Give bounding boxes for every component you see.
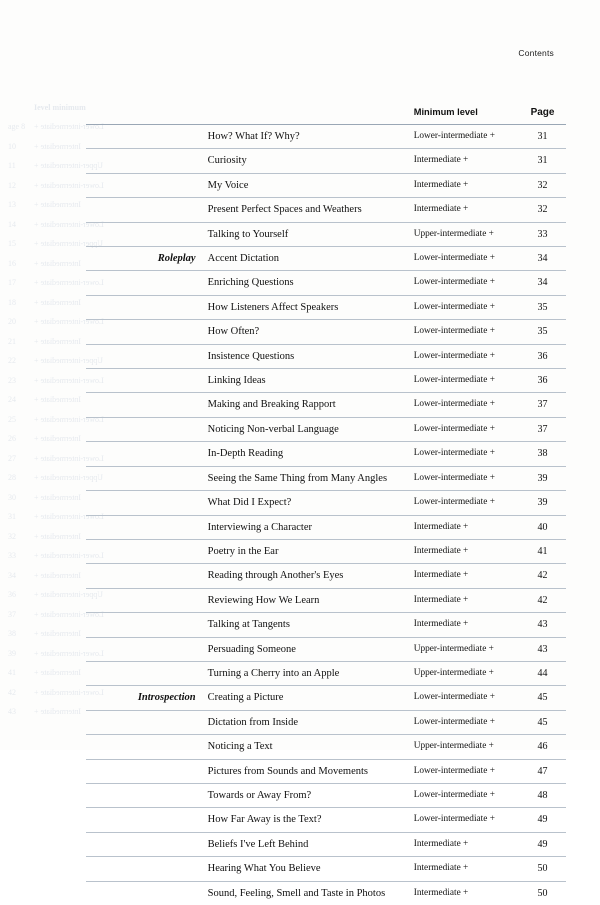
row-minimum-level: Lower-intermediate + — [411, 393, 519, 417]
row-activity-title: How? What If? Why? — [206, 125, 411, 149]
row-activity-title: Talking at Tangents — [206, 613, 411, 637]
table-row — [86, 539, 566, 563]
table-row — [86, 832, 566, 856]
showthrough-level-label: Lower-intermediate + — [34, 375, 104, 385]
row-section-label — [86, 393, 206, 417]
row-activity-title: How Often? — [206, 320, 411, 344]
row-activity-title: Enriching Questions — [206, 271, 411, 295]
showthrough-page-label: 11 — [8, 161, 16, 170]
row-section-label — [86, 881, 206, 905]
showthrough-page-label: 39 — [8, 648, 16, 658]
showthrough-level-label: Intermediate + — [34, 336, 81, 346]
row-section-label: Roleplay — [86, 247, 206, 271]
row-page-number: 35 — [519, 295, 566, 319]
row-page-number: 34 — [519, 271, 566, 295]
row-page-number: 33 — [519, 222, 566, 246]
table-row — [86, 247, 566, 271]
row-minimum-level: Upper-intermediate + — [411, 735, 519, 759]
row-section-label — [86, 125, 206, 149]
row-section-label — [86, 271, 206, 295]
row-section-label — [86, 588, 206, 612]
row-activity-title: Persuading Someone — [206, 637, 411, 661]
showthrough-page-label: 43 — [8, 707, 16, 716]
row-activity-title: Accent Dictation — [206, 247, 411, 271]
showthrough-level-label: Intermediate + — [34, 395, 81, 404]
row-page-number: 39 — [519, 466, 566, 490]
row-page-number: 31 — [519, 125, 566, 149]
row-section-label — [86, 564, 206, 588]
row-minimum-level: Lower-intermediate + — [411, 759, 519, 783]
column-header-title — [206, 104, 411, 125]
row-section-label — [86, 295, 206, 319]
row-page-number: 41 — [519, 539, 566, 563]
row-activity-title: Creating a Picture — [206, 686, 411, 710]
showthrough-level-label: Lower-intermediate + — [34, 414, 104, 424]
showthrough-level-label: Intermediate + — [34, 200, 81, 209]
showthrough-page-label: 10 — [8, 141, 16, 151]
row-minimum-level: Intermediate + — [411, 588, 519, 612]
row-activity-title: Noticing Non-verbal Language — [206, 417, 411, 441]
row-page-number: 45 — [519, 710, 566, 734]
row-minimum-level: Intermediate + — [411, 564, 519, 588]
row-minimum-level: Lower-intermediate + — [411, 491, 519, 515]
row-activity-title: Towards or Away From? — [206, 783, 411, 807]
table-row — [86, 393, 566, 417]
row-section-label — [86, 539, 206, 563]
showthrough-page-label: 33 — [8, 551, 16, 560]
row-minimum-level: Intermediate + — [411, 173, 519, 197]
table-row — [86, 466, 566, 490]
showthrough-page-label: 28 — [8, 473, 16, 482]
row-activity-title: Reading through Another's Eyes — [206, 564, 411, 588]
table-row — [86, 369, 566, 393]
row-page-number: 37 — [519, 393, 566, 417]
row-minimum-level: Upper-intermediate + — [411, 222, 519, 246]
table-row — [86, 125, 566, 149]
table-row — [86, 417, 566, 441]
row-section-label — [86, 442, 206, 466]
showthrough-page-label: 21 — [8, 336, 16, 346]
row-minimum-level: Intermediate + — [411, 613, 519, 637]
row-activity-title: Curiosity — [206, 149, 411, 173]
showthrough-level-label: Lower-intermediate + — [34, 219, 104, 229]
row-activity-title: Pictures from Sounds and Movements — [206, 759, 411, 783]
showthrough-page-label: 17 — [8, 278, 16, 287]
row-page-number: 39 — [519, 491, 566, 515]
table-row — [86, 661, 566, 685]
row-page-number: 45 — [519, 686, 566, 710]
row-section-label — [86, 832, 206, 856]
row-minimum-level: Intermediate + — [411, 539, 519, 563]
table-row — [86, 857, 566, 881]
row-page-number: 43 — [519, 613, 566, 637]
row-minimum-level: Lower-intermediate + — [411, 247, 519, 271]
showthrough-level-label: Lower-intermediate + — [34, 180, 104, 190]
showthrough-level-label: Upper-intermediate + — [34, 239, 103, 248]
showthrough-level-label: Lower-intermediate + — [34, 687, 104, 697]
row-minimum-level: Intermediate + — [411, 198, 519, 222]
row-minimum-level: Lower-intermediate + — [411, 320, 519, 344]
row-page-number: 49 — [519, 808, 566, 832]
table-row — [86, 613, 566, 637]
table-row — [86, 759, 566, 783]
row-section-label — [86, 222, 206, 246]
row-section-label — [86, 857, 206, 881]
row-minimum-level: Upper-intermediate + — [411, 637, 519, 661]
showthrough-level-label: Upper-intermediate + — [34, 161, 103, 170]
row-page-number: 50 — [519, 857, 566, 881]
row-activity-title: Linking Ideas — [206, 369, 411, 393]
row-activity-title: Seeing the Same Thing from Many Angles — [206, 466, 411, 490]
row-section-label — [86, 417, 206, 441]
showthrough-page-label: 27 — [8, 453, 16, 463]
table-row — [86, 686, 566, 710]
table-row — [86, 222, 566, 246]
row-minimum-level: Lower-intermediate + — [411, 808, 519, 832]
showthrough-page-label: 18 — [8, 297, 16, 307]
showthrough-page-label: 30 — [8, 492, 16, 502]
showthrough-page-label: 20 — [8, 317, 16, 326]
showthrough-page-label: 23 — [8, 375, 16, 385]
row-activity-title: Talking to Yourself — [206, 222, 411, 246]
row-minimum-level: Lower-intermediate + — [411, 369, 519, 393]
showthrough-level-label: Intermediate + — [34, 141, 81, 151]
showthrough-page-label: 34 — [8, 570, 16, 580]
row-activity-title: In-Depth Reading — [206, 442, 411, 466]
table-row — [86, 710, 566, 734]
row-page-number: 36 — [519, 369, 566, 393]
row-section-label — [86, 198, 206, 222]
table-row — [86, 149, 566, 173]
row-minimum-level: Intermediate + — [411, 857, 519, 881]
table-header-row — [86, 104, 566, 125]
row-minimum-level: Lower-intermediate + — [411, 295, 519, 319]
row-activity-title: Dictation from Inside — [206, 710, 411, 734]
table-row — [86, 295, 566, 319]
table-row — [86, 271, 566, 295]
showthrough-page-label: 13 — [8, 200, 16, 209]
row-minimum-level: Lower-intermediate + — [411, 125, 519, 149]
row-activity-title: How Far Away is the Text? — [206, 808, 411, 832]
row-page-number: 50 — [519, 881, 566, 905]
row-page-number: 34 — [519, 247, 566, 271]
showthrough-page-label: 31 — [8, 512, 16, 521]
row-activity-title: Beliefs I've Left Behind — [206, 832, 411, 856]
row-activity-title: Reviewing How We Learn — [206, 588, 411, 612]
row-section-label — [86, 735, 206, 759]
showthrough-page-label: 15 — [8, 239, 16, 248]
showthrough-page-label: 42 — [8, 687, 16, 697]
row-section-label — [86, 369, 206, 393]
row-minimum-level: Intermediate + — [411, 149, 519, 173]
row-activity-title: Turning a Cherry into an Apple — [206, 661, 411, 685]
row-section-label — [86, 613, 206, 637]
row-section-label — [86, 173, 206, 197]
table-row — [86, 442, 566, 466]
row-minimum-level: Intermediate + — [411, 515, 519, 539]
column-header-section — [86, 104, 206, 125]
showthrough-level-label: Intermediate + — [34, 434, 81, 443]
showthrough-level-label: Lower-intermediate + — [34, 609, 104, 619]
row-minimum-level: Lower-intermediate + — [411, 442, 519, 466]
row-section-label — [86, 466, 206, 490]
row-activity-title: Interviewing a Character — [206, 515, 411, 539]
row-page-number: 32 — [519, 173, 566, 197]
row-activity-title: What Did I Expect? — [206, 491, 411, 515]
row-minimum-level: Lower-intermediate + — [411, 271, 519, 295]
showthrough-page-label: 26 — [8, 434, 16, 443]
table-of-contents — [86, 104, 566, 905]
row-minimum-level: Lower-intermediate + — [411, 686, 519, 710]
showthrough-level-label: Intermediate + — [34, 629, 81, 638]
row-page-number: 35 — [519, 320, 566, 344]
table-row — [86, 344, 566, 368]
row-page-number: 48 — [519, 783, 566, 807]
row-page-number: 36 — [519, 344, 566, 368]
row-page-number: 40 — [519, 515, 566, 539]
row-section-label — [86, 661, 206, 685]
showthrough-level-label: Intermediate + — [34, 297, 81, 307]
showthrough-level-label: Intermediate + — [34, 258, 81, 268]
showthrough-page-label: 16 — [8, 258, 16, 268]
row-page-number: 42 — [519, 588, 566, 612]
showthrough-page-label: 36 — [8, 590, 16, 599]
showthrough-level-label: Lower-intermediate + — [34, 317, 104, 326]
row-section-label — [86, 344, 206, 368]
row-page-number: 49 — [519, 832, 566, 856]
showthrough-level-label: Lower-intermediate + — [34, 551, 104, 560]
table-row — [86, 735, 566, 759]
row-section-label — [86, 637, 206, 661]
column-header-minimum-level: Minimum level — [411, 104, 519, 125]
row-minimum-level: Lower-intermediate + — [411, 783, 519, 807]
table-row — [86, 808, 566, 832]
row-activity-title: How Listeners Affect Speakers — [206, 295, 411, 319]
table-row — [86, 881, 566, 905]
row-section-label — [86, 783, 206, 807]
row-section-label — [86, 320, 206, 344]
column-header-page: Page — [519, 104, 566, 125]
showthrough-page-label: age 8 — [8, 122, 26, 131]
showthrough-level-label: Intermediate + — [34, 570, 81, 580]
showthrough-level-label: Lower-intermediate + — [34, 122, 104, 131]
showthrough-page-label: 12 — [8, 180, 16, 190]
row-page-number: 37 — [519, 417, 566, 441]
row-minimum-level: Lower-intermediate + — [411, 710, 519, 734]
showthrough-level-label: Intermediate + — [34, 707, 81, 716]
row-minimum-level: Intermediate + — [411, 832, 519, 856]
showthrough-level-label: Upper-intermediate + — [34, 590, 103, 599]
row-minimum-level: Lower-intermediate + — [411, 417, 519, 441]
table-row — [86, 320, 566, 344]
row-activity-title: My Voice — [206, 173, 411, 197]
showthrough-level-label: Upper-intermediate + — [34, 473, 103, 482]
showthrough-page-label: 38 — [8, 629, 16, 638]
showthrough-page-label: 32 — [8, 531, 16, 541]
showthrough-page-label: 14 — [8, 219, 16, 229]
row-section-label — [86, 491, 206, 515]
row-activity-title: Hearing What You Believe — [206, 857, 411, 881]
row-page-number: 47 — [519, 759, 566, 783]
row-section-label — [86, 515, 206, 539]
showthrough-level-label: Lower-intermediate + — [34, 648, 104, 658]
showthrough-column-header: Ievel minimum — [34, 103, 86, 112]
row-activity-title: Noticing a Text — [206, 735, 411, 759]
row-section-label — [86, 710, 206, 734]
showthrough-page-label: 37 — [8, 609, 16, 619]
row-section-label: Introspection — [86, 686, 206, 710]
table-row — [86, 783, 566, 807]
row-page-number: 46 — [519, 735, 566, 759]
row-activity-title: Present Perfect Spaces and Weathers — [206, 198, 411, 222]
row-page-number: 31 — [519, 149, 566, 173]
row-minimum-level: Lower-intermediate + — [411, 344, 519, 368]
row-minimum-level: Upper-intermediate + — [411, 661, 519, 685]
showthrough-page-label: 24 — [8, 395, 16, 404]
row-page-number: 42 — [519, 564, 566, 588]
row-section-label — [86, 759, 206, 783]
row-section-label — [86, 808, 206, 832]
table-row — [86, 198, 566, 222]
table-row — [86, 588, 566, 612]
showthrough-level-label: Intermediate + — [34, 492, 81, 502]
table-row — [86, 515, 566, 539]
row-activity-title: Poetry in the Ear — [206, 539, 411, 563]
showthrough-level-label: Intermediate + — [34, 668, 81, 677]
row-activity-title: Insistence Questions — [206, 344, 411, 368]
row-minimum-level: Lower-intermediate + — [411, 466, 519, 490]
row-page-number: 32 — [519, 198, 566, 222]
showthrough-page-label: 41 — [8, 668, 16, 677]
showthrough-page-label: 22 — [8, 356, 16, 365]
row-section-label — [86, 149, 206, 173]
row-page-number: 38 — [519, 442, 566, 466]
row-page-number: 43 — [519, 637, 566, 661]
running-head: Contents — [518, 48, 554, 58]
row-activity-title: Sound, Feeling, Smell and Taste in Photos — [206, 881, 411, 905]
table-row — [86, 173, 566, 197]
showthrough-page-label: 25 — [8, 414, 16, 424]
showthrough-level-label: Upper-intermediate + — [34, 356, 103, 365]
row-page-number: 44 — [519, 661, 566, 685]
showthrough-level-label: Lower-intermediate + — [34, 453, 104, 463]
row-activity-title: Making and Breaking Rapport — [206, 393, 411, 417]
table-row — [86, 564, 566, 588]
table-row — [86, 491, 566, 515]
table-row — [86, 637, 566, 661]
showthrough-level-label: Lower-intermediate + — [34, 278, 104, 287]
row-minimum-level: Intermediate + — [411, 881, 519, 905]
showthrough-level-label: Lower-intermediate + — [34, 512, 104, 521]
showthrough-level-label: Intermediate + — [34, 531, 81, 541]
